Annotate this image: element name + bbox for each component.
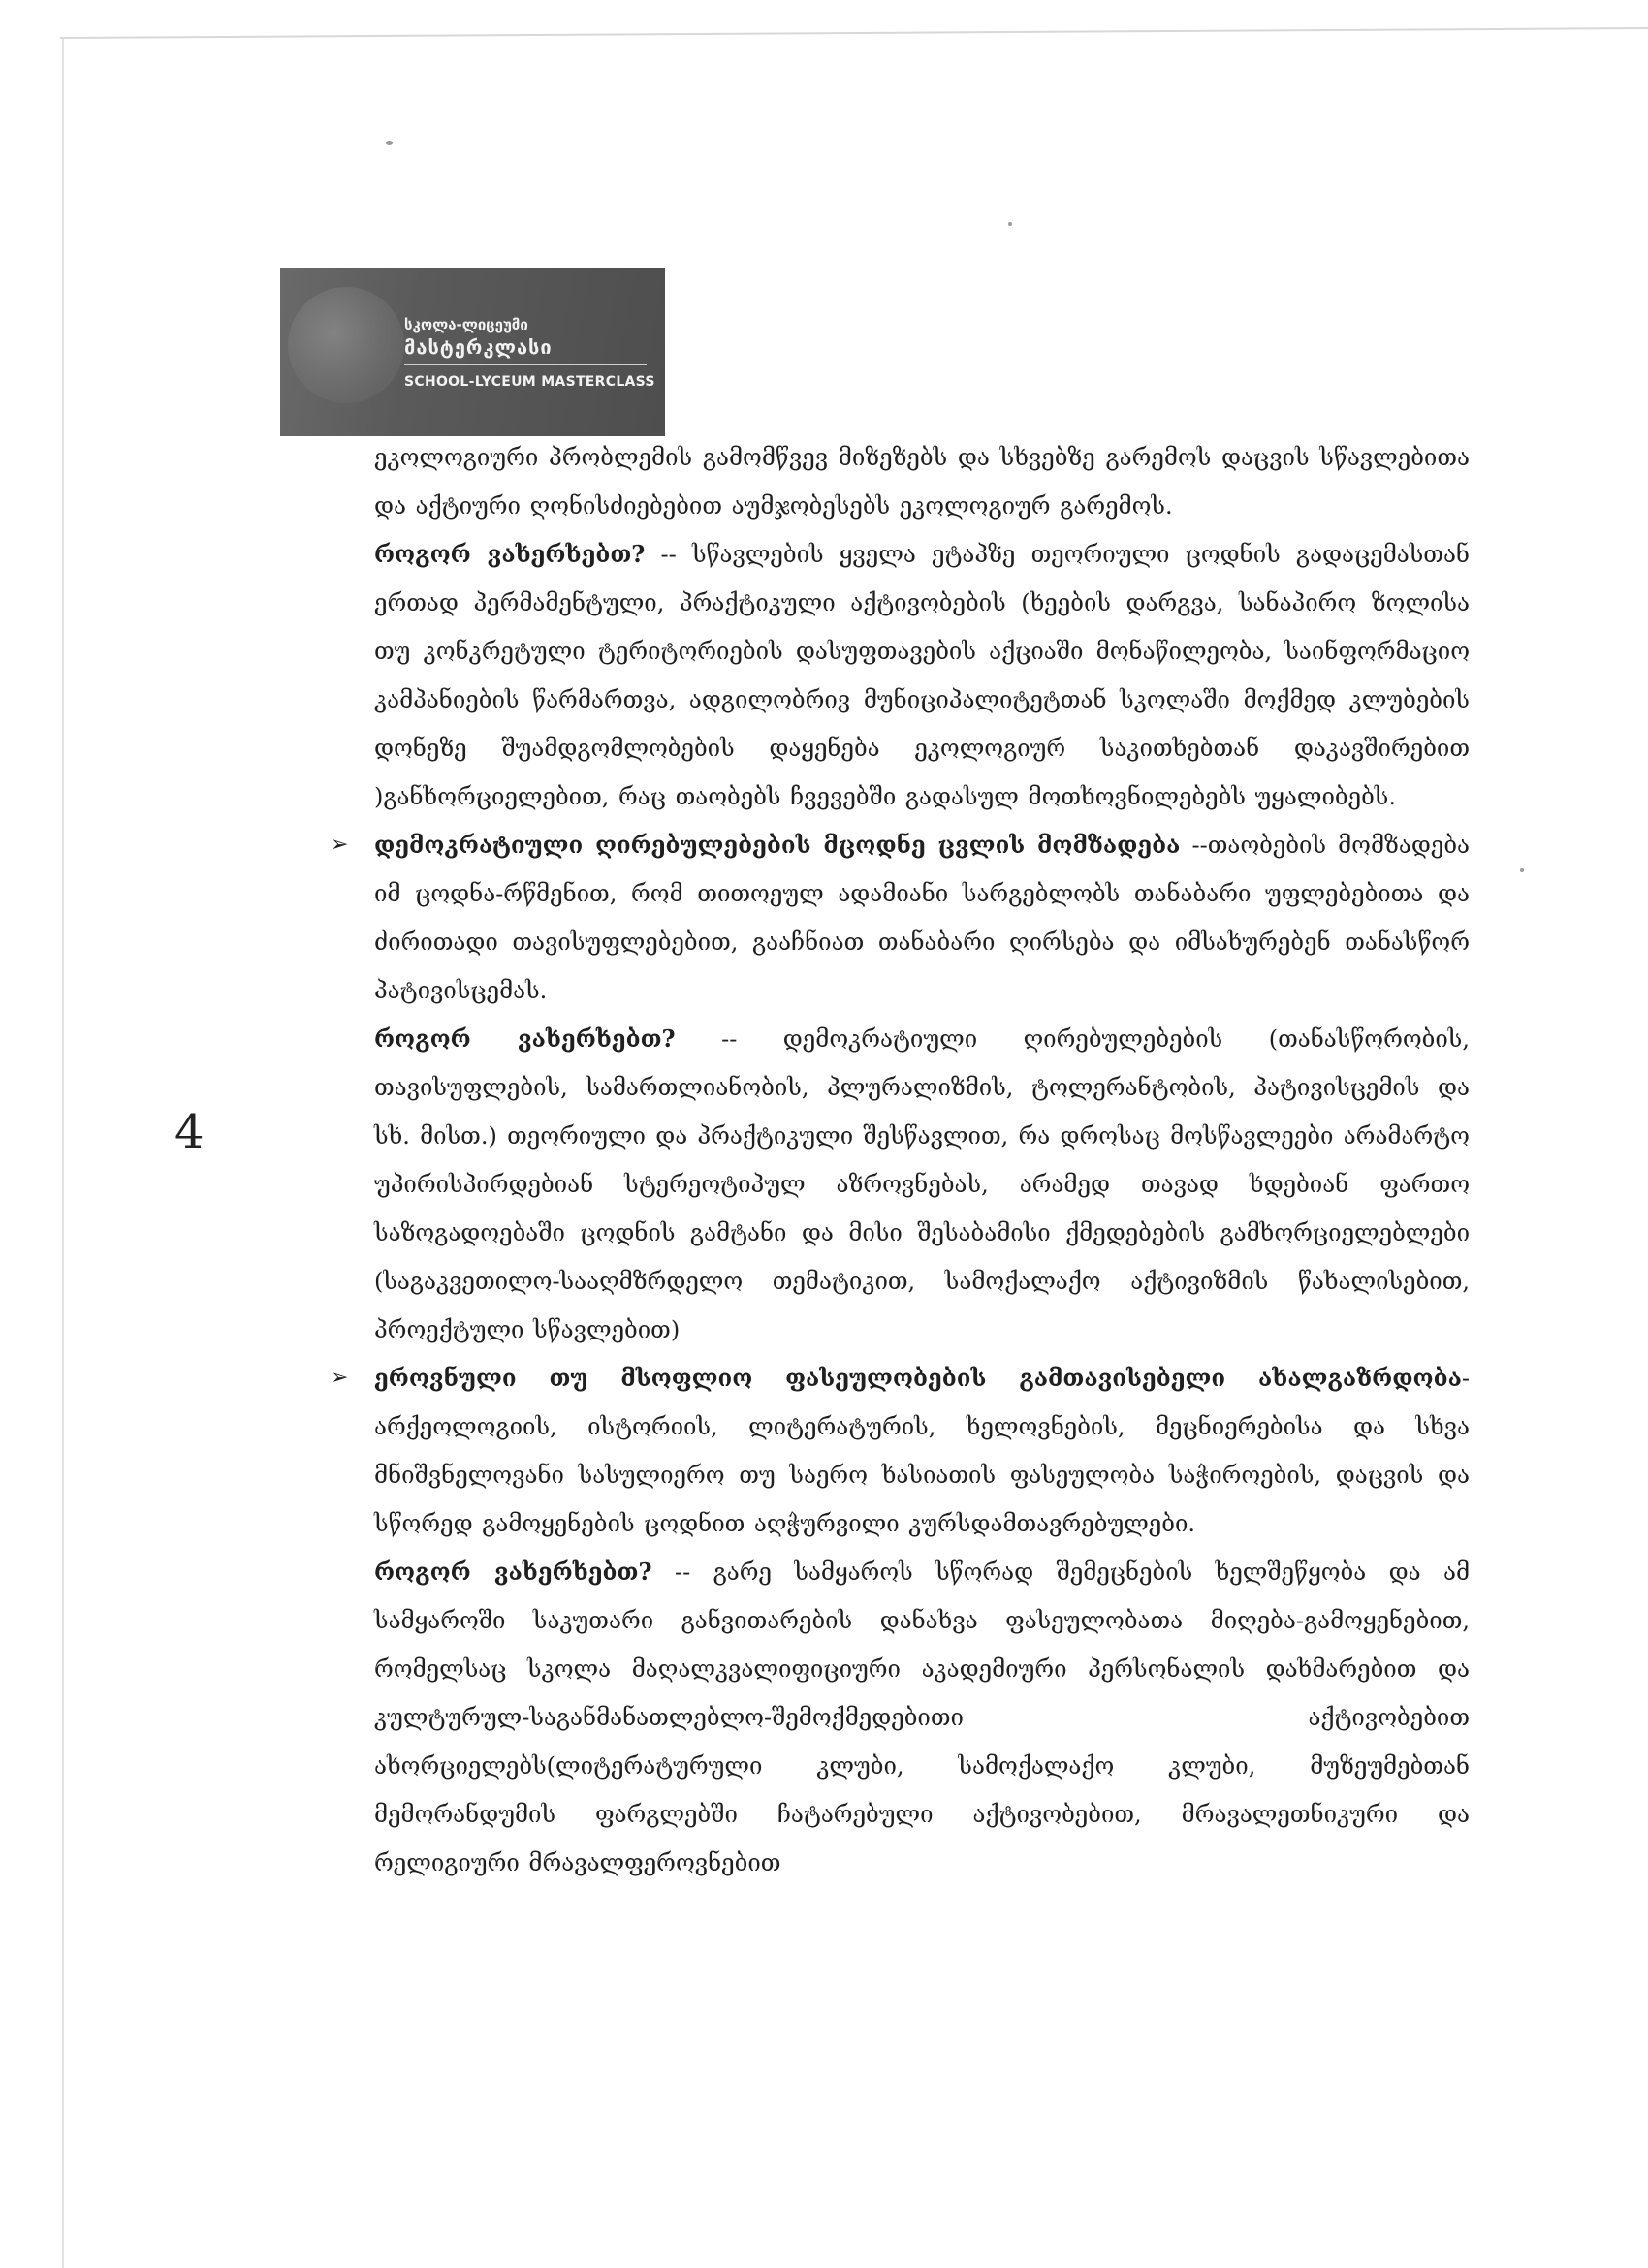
paragraph-bold-lead: როგორ ვახერხებთ? — [374, 540, 646, 568]
school-logo — [280, 268, 665, 436]
scan-page-edge-left — [62, 39, 64, 2268]
logo-divider — [404, 364, 647, 365]
paragraph-text: ეკოლოგიური პრობლემის გამომწვევ მიზეზებს და სხვებზე გარემოს დაცვის სწავლებითა და აქტიური ღონისძიებებით აუმჯობესებს ეკოლოგიურ გარემოს. — [374, 444, 1470, 520]
document-body — [331, 433, 1471, 1887]
paragraph — [331, 1354, 1470, 1548]
paragraph-text: -- დემოკრატიული ღირებულებების (თანასწორობის, თავისუფლების, სამართლიანობის, პლურალიზმის, ტოლერანტობის, პატივისცემის და სხ. მისთ.) თეორიული და პრაქტიკული შესწავლით, რა დროსაც მოსწავლეები არამარტო უპირისპირდებიან სტერეოტიპულ აზროვნებას, არამედ თავად ხდებიან ფართო საზოგადოებაში ცოდნის გამტანი და მისი შესაბამისი ქმედებების გამხორციელებლები (საგაკვეთილო-სააღმზრდელო თემატიკით, სამოქალაქო აქტივიზმის წახალისებით, პროექტული სწავლებით) — [374, 1025, 1470, 1343]
paragraph — [374, 1548, 1470, 1887]
globe-icon — [288, 287, 404, 403]
paragraph-text: --თაობების მომზადება იმ ცოდნა-რწმენით, რომ თითოეულ ადამიანი სარგებლობს თანაბარი უფლებებითა და ძირითადი თავისუფლებებით, გააჩნიათ თანაბარი ღირსება და იმსახურებენ თანასწორ პატივისცემას. — [374, 832, 1471, 1004]
page-number: 4 — [174, 1105, 205, 1159]
paragraph-bold-lead: ეროვნული თუ მსოფლიო ფასეულობების გამთავისებელი ახალგაზრდობა — [374, 1364, 1462, 1392]
bullet-arrow-icon: ➢ — [331, 833, 349, 857]
bullet-arrow-icon: ➢ — [331, 1366, 349, 1390]
logo-title-english: SCHOOL-LYCEUM MASTERCLASS — [404, 374, 655, 390]
paragraph-bold-lead: დემოკრატიული ღირებულებების მცოდნე ცვლის მომზადება — [374, 831, 1181, 859]
logo-title-georgian-1: სკოლა-ლიცეუმი — [404, 316, 528, 333]
paragraph — [374, 433, 1470, 530]
paragraph-text: -არქეოლოგიის, ისტორიის, ლიტერატურის, ხელოვნების, მეცნიერებისა და სხვა მნიშვნელოვანი სასულიერო თუ საერო ხასიათის ფასეულობა საჭიროების, დაცვის და სწორედ გამოყენების ცოდნით აღჭურვილი კურსდამთავრებულები. — [374, 1365, 1470, 1537]
paragraph — [374, 1015, 1470, 1354]
logo-title-georgian-2: მასტერკლასი — [404, 335, 553, 359]
paragraph — [374, 530, 1470, 821]
paragraph-bold-lead: როგორ ვახერხებთ? — [374, 1024, 676, 1053]
paragraph — [331, 821, 1471, 1015]
paragraph-text: -- გარე სამყაროს სწორად შემეცნების ხელშეწყობა და ამ სამყაროში საკუთარი განვითარების დანახვა ფასეულობათა მიღება-გამოყენებით, რომელსაც სკოლა მაღალკვალიფიციური აკადემიური პერსონალის დახმარებით და კულტურულ-საგანმანათლებლო-შემოქმედებითი აქტივობებით ახორციელებს(ლიტერატურული კლუბი, სამოქალაქო კლუბი, მუზეუმებთან მემორანდუმის ფარგლებში ჩატარებული აქტივობებით, მრავალეთნიკური და რელიგიური მრავალფეროვნებით — [374, 1559, 1471, 1876]
scan-speck — [386, 141, 393, 145]
scan-speck — [1520, 868, 1524, 872]
paragraph-bold-lead: როგორ ვახერხებთ? — [374, 1558, 652, 1586]
scan-speck — [1008, 222, 1012, 226]
scan-page-edge-top — [60, 27, 1648, 39]
paragraph-text: -- სწავლების ყველა ეტაპზე თეორიული ცოდნის გადაცემასთან ერთად პერმამენტული, პრაქტიკული აქტივობების (ხეების დარგვა, სანაპირო ზოლისა თუ კონკრეტული ტერიტორიების დასუფთავების აქციაში მონაწილეობა, საინფორმაციო კამპანიების წარმართვა, ადგილობრივ მუნიციპალიტეტთან სკოლაში მოქმედ კლუბების დონეზე შუამდგომლობების დაყენება ეკოლოგიურ საკითხებთან დაკავშირებით )განხორციელებით, რაც თაობებს ჩვევებში გადასულ მოთხოვნილებებს უყალიბებს. — [374, 541, 1470, 810]
